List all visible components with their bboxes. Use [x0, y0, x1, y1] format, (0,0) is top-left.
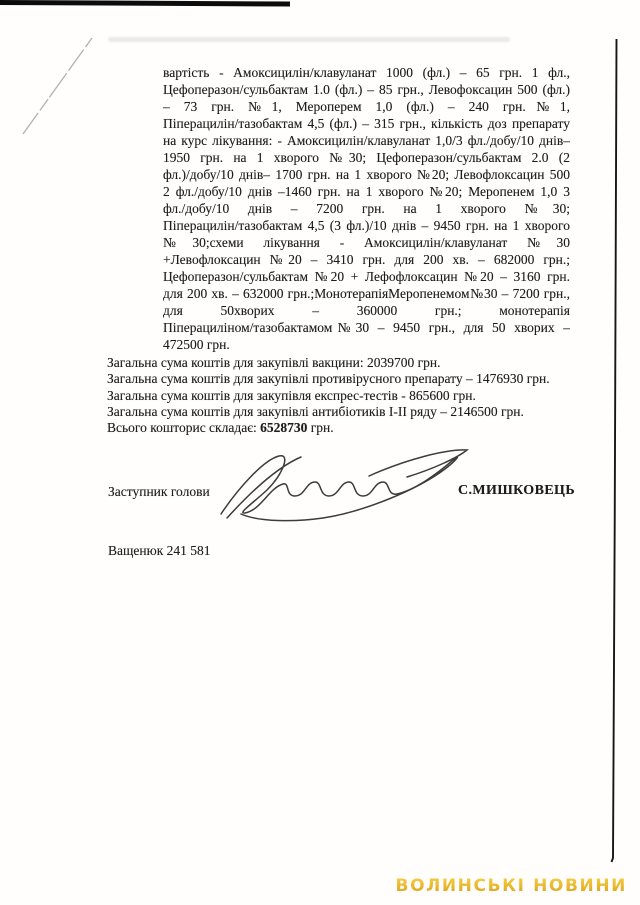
total-antiviral-line: Загальна сума коштів для закупівлі противірусного препарату – 1476930 грн. — [107, 371, 550, 387]
paragraph-line: Цефоперазон/сульбактам №20 + Лефофлоксацин №20 – 3160 грн. — [163, 269, 570, 284]
paragraph-line: фл./добу/10 днів – 7200 грн. на 1 хворого №30; — [163, 201, 570, 216]
paragraph-line: для 200 хв. – 632000 грн.;МонотерапіяМеропенемом№30 – 7200 грн., — [163, 286, 570, 301]
right-fold-line — [612, 39, 617, 862]
contact-reference: Ващенюк 241 581 — [108, 543, 211, 558]
grand-total-currency: грн. — [307, 420, 334, 436]
paragraph-line: на курс лікування: - Амоксицилін/клавуланат 1,0/3 фл./добу/10 днів– — [163, 133, 570, 148]
paragraph-line: 2 фл./добу/10 днів –1460 грн. на 1 хворого №20; Меропенем 1,0 3 — [163, 184, 570, 199]
paragraph-line: 1950 грн. на 1 хворого №30; Цефоперазон/сульбактам 2.0 (2 — [163, 150, 570, 165]
scan-smudge — [108, 37, 510, 42]
paragraph-line: Піперацилін/тазобактам 4,5 (фл.) – 315 грн., кількість доз препарату — [163, 116, 570, 131]
paragraph-line: Піперацилін/тазобактам 4,5 (3 фл.)/10 днів – 9450 грн. на 1 хворого — [163, 218, 570, 233]
grand-total-label: Всього кошторис складає: — [107, 420, 261, 436]
news-watermark: ВОЛИНСЬКІ НОВИНИ — [395, 876, 627, 896]
totals-block — [107, 355, 612, 436]
paragraph-line: вартість - Амоксицилін/клавуланат 1000 (фл.) – 65 грн. 1 фл., — [163, 65, 570, 80]
signatory-role: Заступник голови — [108, 484, 210, 499]
total-antibiotics-line: Загальна сума коштів для закупівлі антибіотиків I-II ряду – 2146500 грн. — [107, 403, 524, 419]
diagonal-pen-mark — [23, 38, 92, 134]
grand-total-amount: 6528730 — [260, 420, 308, 436]
handwritten-signature — [211, 446, 477, 528]
signatory-name: С.МИШКОВЕЦЬ — [458, 483, 576, 498]
paragraph-line: №30;схеми лікування - Амоксицилін/клавуланат №30 — [163, 235, 570, 250]
paragraph-line: 472500 грн. — [163, 337, 230, 352]
paragraph-line: – 73 грн. №1, Мероперем 1,0 (фл.) – 240 грн.№1, — [163, 99, 570, 114]
paragraph-line: +Левофлоксацин №20 – 3410 грн. для 200 хв. – 682000 грн.; — [163, 252, 570, 267]
paragraph-line: фл.)/добу/10 днів– 1700 грн. на 1 хворого №20; Левофлоксацин 500 — [163, 167, 570, 182]
paragraph-line: Піперациліном/тазобактамом№30 – 9450 грн., для 50 хворих – — [163, 320, 570, 335]
total-express-tests-line: Загальна сума коштів для закупівля експрес-тестів - 865600 грн. — [107, 387, 476, 403]
grand-total-line — [107, 420, 612, 436]
paragraph-line: для 50хворих – 360000 грн.; монотерапія — [163, 303, 570, 318]
scan-edge-bar — [0, 0, 290, 7]
total-vaccine-line: Загальна сума коштів для закупівлі вакцини: 2039700 грн. — [107, 355, 441, 370]
cost-calculation-paragraph — [163, 64, 570, 353]
paragraph-line: Цефоперазон/сульбактам 1.0 (фл.) – 85 грн., Левофоксацин 500 (фл.) — [163, 82, 570, 97]
